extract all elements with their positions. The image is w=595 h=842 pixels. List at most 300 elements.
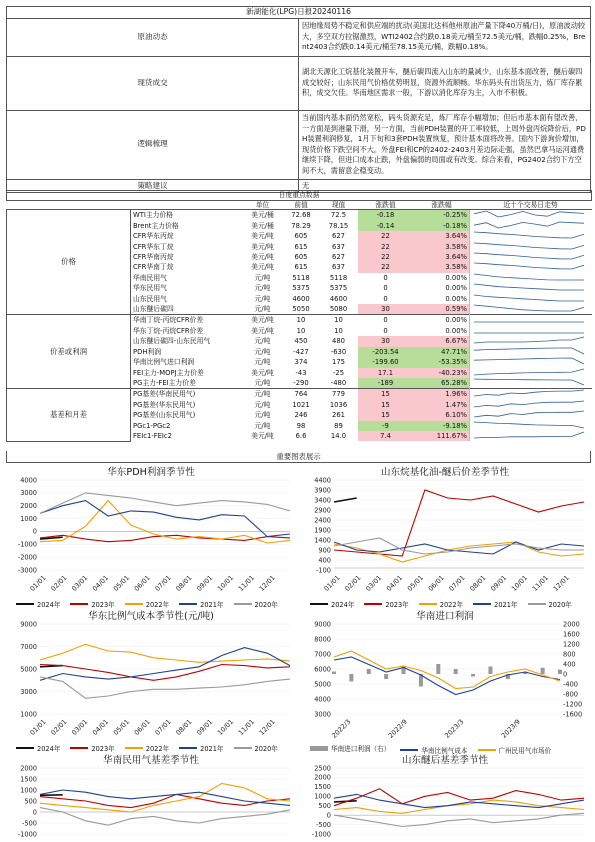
unit-cell: 元/吨 [254, 411, 271, 420]
unit-cell: 美元/吨 [251, 431, 274, 440]
y-tick-label: -500 [22, 819, 37, 828]
x-tick-label: 04/01 [91, 717, 111, 737]
sparkline-path [474, 305, 584, 311]
change-value: 15 [358, 410, 414, 420]
x-tick-label: 01/01 [322, 573, 342, 593]
prev-value: -43 [295, 368, 307, 377]
y-tick-label: 1500 [20, 775, 37, 784]
x-tick-label: 10/01 [510, 573, 530, 593]
sparkline [470, 262, 588, 270]
change-value: 0 [383, 326, 388, 335]
series-line [334, 789, 584, 806]
unit-cell: 元/吨 [243, 389, 283, 400]
y-tick-label: 3900 [314, 486, 331, 495]
y-tick-label: 9000 [314, 620, 331, 629]
legend-swatch [70, 603, 88, 605]
sparkline-path [474, 222, 584, 228]
change-value: -0.18 [358, 210, 414, 221]
legend-label: 2023年 [91, 745, 115, 753]
y-tick-label: 2400 [314, 516, 331, 525]
x-tick-label: 10/01 [216, 717, 236, 737]
change-pct: -40.23% [414, 368, 470, 378]
prev-value: 615 [294, 242, 308, 251]
prev-value: 5375 [292, 284, 310, 293]
curr-value: 10 [320, 315, 358, 326]
sparkline-path [474, 211, 584, 217]
x-tick-label: 06/01 [426, 573, 446, 593]
sparkline [470, 336, 588, 344]
unit-cell: 元/吨 [254, 378, 271, 387]
indicator-name: 华南丁烷-丙烷CFR价差 [131, 315, 243, 326]
prev-value: 6.6 [295, 431, 307, 440]
series-line [40, 493, 290, 514]
x-tick-label: 2022/3 [330, 717, 353, 740]
sparkline [470, 347, 588, 355]
sparkline [470, 242, 588, 250]
sparkline-path [474, 253, 584, 259]
bar-mark [367, 669, 371, 674]
sparkline-cell [470, 400, 592, 410]
chart-svg [6, 462, 296, 612]
prev-value: 10 [296, 326, 306, 335]
prev-value: 764 [283, 389, 320, 400]
logic-label: 逻辑梳理 [7, 110, 299, 179]
sparkline-path [474, 358, 584, 364]
sparkline [470, 326, 588, 334]
sparkline-path [474, 337, 584, 343]
table-row [7, 315, 592, 326]
y-tick-label: 1000 [314, 792, 331, 801]
column-header: 前值 [283, 201, 320, 210]
x-tick-label: 2023/3 [443, 717, 466, 740]
chart-svg [6, 606, 296, 756]
y2-tick-label: 400 [563, 660, 576, 669]
spot-trade-label: 现货成交 [7, 56, 299, 110]
y-tick-label: 500 [318, 802, 331, 811]
series-line [40, 783, 290, 812]
y-tick-label: -500 [316, 820, 331, 829]
charts-section-title: 重要图表展示 [6, 451, 591, 463]
change-pct: 6.10% [414, 410, 470, 420]
crude-dynamics-text: 因地缘局势不稳定和供应端的扰动(美国北达科他州原油产量下降40万桶/日)，原油波动较大，多空双方拉锯激烈，WTI2402合约跌0.18美元/桶至72.5美元/桶，跌幅0.25%，Brent2403合约跌0.14美元/桶至78.15美元/桶，跌幅0.18%。 [299, 18, 591, 56]
curr-value: 627 [332, 253, 345, 262]
chart-south-import-profit [300, 606, 590, 756]
change-pct: 47.71% [414, 347, 470, 357]
legend-swatch [125, 603, 143, 605]
sparkline-cell [470, 431, 592, 441]
prev-value: 615 [294, 263, 308, 272]
change-value: -9 [358, 421, 414, 431]
indicator-name: PDH利润 [133, 347, 162, 356]
sparkline-path [474, 243, 584, 249]
chart-svg [6, 750, 296, 842]
sparkline [470, 410, 588, 418]
x-tick-label: 05/01 [111, 717, 131, 737]
unit-cell: 元/吨 [254, 421, 271, 430]
sparkline [470, 389, 588, 397]
prev-value: 374 [294, 358, 308, 367]
sparkline [470, 431, 588, 439]
indicator-name: 华南民用气 [133, 273, 167, 282]
chart-svg [300, 606, 590, 756]
x-tick-label: 02/01 [343, 573, 363, 593]
unit-cell: 美元/吨 [251, 253, 274, 262]
y-tick-label: 3000 [314, 710, 331, 719]
sparkline-path [474, 422, 584, 428]
series-line [40, 795, 63, 796]
change-pct: -53.35% [414, 357, 470, 367]
change-value: 7.4 [358, 431, 414, 441]
legend-label: 2024年 [331, 601, 355, 609]
bar-mark [454, 669, 458, 674]
column-header: 涨跌幅 [414, 201, 470, 210]
change-pct: 0.00% [445, 284, 467, 293]
prev-value: 72.68 [283, 210, 320, 221]
sparkline-cell [470, 262, 592, 272]
curr-value: 261 [332, 411, 345, 420]
x-tick-label: 02/01 [49, 573, 69, 593]
x-tick-label: 07/01 [447, 573, 467, 593]
legend-label: 2023年 [385, 601, 409, 609]
x-tick-label: 11/01 [236, 717, 256, 737]
prev-value: -427 [293, 347, 309, 356]
y-tick-label: 6000 [314, 665, 331, 674]
legend-swatch [234, 747, 252, 749]
unit-cell: 元/吨 [254, 358, 271, 367]
bar-mark [558, 670, 562, 674]
commentary-table [6, 6, 591, 193]
legend-label: 2020年 [254, 601, 278, 609]
sparkline-cell [470, 378, 592, 389]
bar-mark [384, 674, 388, 679]
curr-value: -25 [332, 368, 345, 377]
chart-svg [300, 462, 590, 612]
legend-label: 2022年 [145, 745, 170, 753]
indicator-name: PG主力-FEI主力价差 [133, 378, 196, 387]
change-pct: 1.47% [414, 400, 470, 410]
chart-shandong-basis-seasonal [300, 750, 590, 842]
sparkline [470, 315, 588, 323]
y-tick-label: 4000 [314, 695, 331, 704]
y2-tick-label: -400 [563, 680, 578, 689]
legend-label: 华南进口利润（右） [331, 745, 391, 753]
indicator-name: 华南比例气进口利润 [133, 358, 195, 367]
x-tick-label: 03/01 [70, 717, 90, 737]
unit-cell: 美元/桶 [243, 210, 283, 221]
x-tick-label: 07/01 [153, 717, 173, 737]
y2-tick-label: -1600 [563, 710, 583, 719]
change-pct: -0.18% [414, 221, 470, 231]
chart-title: 山东烷基化油-醚后价差季节性 [380, 467, 510, 478]
legend-label: 2024年 [37, 745, 61, 753]
sparkline-path [474, 348, 584, 354]
unit-cell: 美元/吨 [251, 232, 274, 241]
change-value: 22 [358, 262, 414, 272]
change-pct: 0.59% [414, 304, 470, 315]
curr-value: 14.0 [330, 431, 347, 440]
y-tick-label: 1000 [20, 710, 37, 719]
daily-data-table [6, 190, 592, 442]
sparkline-path [474, 379, 584, 385]
change-value: -203.54 [358, 347, 414, 357]
change-pct: 0.00% [445, 294, 467, 303]
change-value: -189 [358, 378, 414, 389]
sparkline-cell [470, 294, 592, 304]
curr-value: 78.15 [328, 221, 349, 230]
chart-title: 山东醚后基差季节性 [401, 755, 489, 766]
x-tick-label: 12/01 [257, 573, 277, 593]
legend-swatch [16, 603, 34, 605]
sparkline-cell [470, 252, 592, 262]
indicator-name: CFR华南丁烷 [133, 263, 174, 272]
y-tick-label: 7000 [20, 642, 37, 651]
legend-swatch [310, 603, 328, 605]
group-label: 价格 [7, 210, 131, 315]
y-tick-label: -1000 [17, 540, 37, 549]
unit-cell: 元/吨 [254, 294, 271, 303]
legend-label: 2021年 [200, 601, 224, 609]
report-title: 新湖能化(LPG)日报20240116 [7, 7, 591, 19]
column-header: 单位 [243, 201, 283, 210]
y-tick-label: -2000 [17, 553, 37, 562]
unit-cell: 美元/吨 [243, 315, 283, 326]
indicator-name: 山东醚后碳四 [133, 305, 174, 314]
y-tick-label: 2900 [314, 506, 331, 515]
column-header: 近十个交易日走势 [470, 201, 592, 210]
y-tick-label: 400 [318, 556, 331, 565]
sparkline [470, 400, 588, 408]
legend-label: 华南比例气成本 [421, 746, 468, 755]
y-tick-label: 3000 [20, 687, 37, 696]
legend-swatch [179, 747, 197, 749]
sparkline [470, 294, 588, 302]
x-tick-label: 02/01 [49, 717, 69, 737]
chart-pdh-profit-seasonal [6, 462, 296, 612]
bar-mark [471, 674, 475, 677]
indicator-name: PG基差(华东民用气) [133, 400, 196, 409]
y2-tick-label: 1600 [563, 630, 580, 639]
indicator-name: WTI主力价格 [131, 210, 243, 221]
series-line [40, 501, 290, 543]
legend-swatch [125, 747, 143, 749]
sparkline-path [474, 295, 584, 301]
bar-mark [349, 674, 353, 682]
sparkline-path [474, 274, 584, 280]
y-tick-label: -1000 [311, 830, 331, 839]
y2-tick-label: 800 [563, 650, 576, 659]
y-tick-label: 0 [32, 808, 37, 817]
y-tick-label: 7000 [314, 650, 331, 659]
legend-label: 2021年 [200, 745, 224, 753]
curr-value: 627 [332, 232, 345, 241]
prev-value: 5118 [292, 273, 310, 282]
series-line [334, 657, 560, 695]
x-tick-label: 03/01 [364, 573, 384, 593]
x-tick-label: 08/01 [468, 573, 488, 593]
bar-mark [332, 672, 336, 675]
column-header: 现值 [320, 201, 358, 210]
x-tick-label: 01/01 [28, 717, 48, 737]
curr-value: 637 [332, 263, 345, 272]
x-tick-label: 2022/9 [386, 717, 409, 740]
prev-value: 450 [294, 337, 308, 346]
sparkline-path [474, 263, 584, 269]
curr-value: -630 [330, 347, 347, 356]
sparkline-path [474, 284, 584, 290]
x-tick-label: 12/01 [551, 573, 571, 593]
x-tick-label: 09/01 [195, 573, 215, 593]
series-line [40, 648, 290, 681]
x-tick-label: 2023/9 [499, 717, 522, 740]
x-tick-label: 06/01 [132, 717, 152, 737]
legend-label: 2024年 [37, 601, 61, 609]
x-tick-label: 05/01 [405, 573, 425, 593]
series-line [40, 665, 290, 681]
legend-label: 2020年 [254, 745, 278, 753]
header-blank [7, 201, 243, 210]
sparkline-path [474, 369, 584, 375]
legend-swatch [16, 747, 34, 749]
prev-value: 78.29 [291, 221, 311, 230]
chart-title: 华南民用气基差季节性 [103, 755, 199, 766]
y-tick-label: 900 [318, 546, 331, 555]
strategy-label: 策略建议 [7, 179, 299, 193]
sparkline-path [474, 390, 584, 396]
legend-swatch [364, 603, 382, 605]
prev-value: 246 [294, 411, 308, 420]
sparkline [470, 304, 588, 312]
y-tick-label: 9000 [20, 620, 37, 629]
unit-cell: 元/吨 [254, 305, 271, 314]
legend-label: 2022年 [145, 601, 170, 609]
group-label: 基差和月差 [7, 389, 131, 442]
y2-tick-label: 0 [563, 670, 568, 679]
change-value: 22 [358, 252, 414, 262]
change-pct: 3.58% [414, 242, 470, 252]
sparkline-path [474, 432, 584, 438]
curr-value: 1036 [329, 400, 348, 409]
x-tick-label: 11/01 [530, 573, 550, 593]
sparkline [470, 273, 588, 281]
sparkline-cell [470, 389, 592, 400]
indicator-name: 华东丁烷-丙烷CFR价差 [133, 326, 204, 335]
curr-value: 637 [332, 242, 345, 251]
sparkline-path [474, 232, 584, 238]
x-tick-label: 03/01 [70, 573, 90, 593]
y-tick-label: 8000 [314, 635, 331, 644]
bar-mark [488, 667, 492, 675]
curr-value: 175 [332, 358, 345, 367]
prev-value: 5050 [292, 305, 310, 314]
sparkline-cell [470, 421, 592, 431]
change-value: 0 [383, 294, 388, 303]
bar-mark [541, 668, 545, 674]
y2-tick-label: -1200 [563, 700, 583, 709]
sparkline [470, 231, 588, 239]
y-tick-label: 4400 [314, 476, 331, 485]
y-tick-label: 2000 [20, 764, 37, 773]
indicator-name: PGc1-PGc2 [133, 421, 171, 430]
x-tick-label: 10/01 [216, 573, 236, 593]
unit-cell: 美元/吨 [251, 263, 274, 272]
curr-value: 89 [334, 421, 343, 430]
table-row [7, 389, 592, 400]
group-label: 价差或利润 [7, 315, 131, 389]
y-tick-label: 0 [326, 811, 331, 820]
change-value: -199.60 [358, 357, 414, 367]
prev-value: 605 [294, 232, 308, 241]
legend-swatch [473, 603, 491, 605]
sparkline [470, 210, 588, 218]
change-value: 15 [358, 389, 414, 400]
x-tick-label: 06/01 [132, 573, 152, 593]
sparkline-cell [470, 283, 592, 293]
sparkline [470, 357, 588, 365]
chart-title: 华南进口利润 [416, 611, 474, 622]
sparkline-cell [470, 315, 592, 326]
change-pct: 65.28% [414, 378, 470, 389]
sparkline-cell [470, 347, 592, 357]
x-tick-label: 09/01 [489, 573, 509, 593]
legend-swatch [528, 603, 546, 605]
change-value: 0 [383, 284, 388, 293]
chart-svg [300, 750, 590, 842]
change-pct: -0.25% [414, 210, 470, 221]
sparkline [470, 421, 588, 429]
sparkline-cell [470, 273, 592, 283]
sparkline-path [474, 401, 584, 407]
curr-value: 5375 [329, 284, 348, 293]
unit-cell: 元/吨 [254, 337, 271, 346]
indicator-name: Brent主力价格 [133, 221, 179, 230]
daily-data-title: 日度重点数据 [7, 191, 592, 201]
indicator-name: CFR华东丁烷 [133, 242, 174, 251]
y-tick-label: 2000 [314, 773, 331, 782]
y-tick-label: 1400 [314, 536, 331, 545]
prev-value: 605 [294, 253, 308, 262]
y2-tick-label: -800 [563, 690, 578, 699]
bar-mark [436, 664, 440, 674]
change-pct: 3.64% [414, 231, 470, 241]
unit-cell: 元/吨 [254, 347, 271, 356]
y-tick-label: 5000 [314, 680, 331, 689]
change-pct: 111.67% [414, 431, 470, 441]
y2-tick-label: 1200 [563, 640, 580, 649]
x-tick-label: 07/01 [153, 573, 173, 593]
curr-value: 5118 [329, 273, 348, 282]
curr-value: 72.5 [320, 210, 358, 221]
y-tick-label: 1000 [20, 786, 37, 795]
chart-title: 华东PDH利润季节性 [107, 467, 195, 478]
prev-value: 1021 [292, 400, 310, 409]
change-value: 0 [383, 273, 388, 282]
change-value: 15 [358, 400, 414, 410]
sparkline-cell [470, 242, 592, 252]
series-line [334, 542, 584, 562]
prev-value: 4600 [292, 294, 310, 303]
change-pct: 1.96% [414, 389, 470, 400]
prev-value: 10 [283, 315, 320, 326]
legend-label: 2023年 [91, 601, 115, 609]
x-tick-label: 09/01 [195, 717, 215, 737]
indicator-name: FEIc1-FEIc2 [133, 431, 172, 440]
sparkline-cell [470, 304, 592, 315]
change-pct: 6.67% [414, 336, 470, 346]
legend-label: 2022年 [439, 601, 464, 609]
legend-swatch [419, 603, 437, 605]
crude-dynamics-label: 原油动态 [7, 18, 299, 56]
y-tick-label: 4000 [20, 476, 37, 485]
